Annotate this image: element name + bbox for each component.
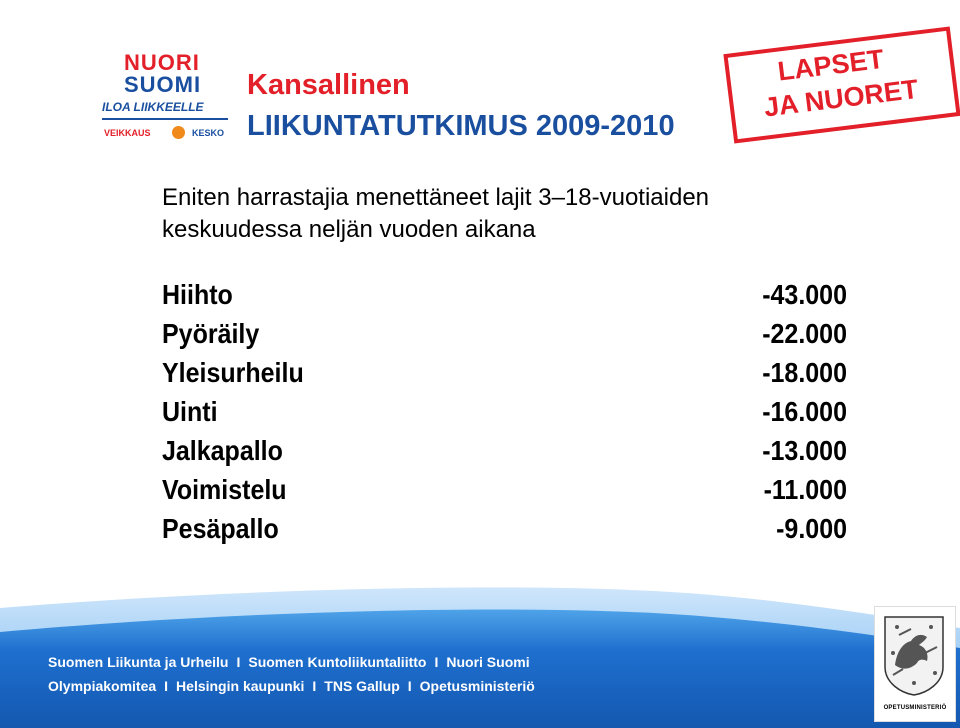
stamp-line2: JA NUORET (762, 73, 920, 123)
sport-name: Voimistelu (162, 474, 287, 506)
subtitle-line1: Eniten harrastajia menettäneet lajit 3–18-vuotiaiden (162, 184, 710, 211)
sport-change: -13.000 (762, 435, 847, 467)
sport-change: -9.000 (776, 513, 847, 545)
list-item (162, 510, 847, 549)
logo-rule (102, 118, 228, 120)
list-item (162, 315, 847, 354)
subtitle-line2: keskuudessa neljän vuoden aikana (162, 216, 536, 243)
partner-name: Nuori Suomi (446, 654, 530, 670)
logo-line2: SUOMI (124, 72, 202, 97)
logo-line1: NUORI (124, 50, 200, 75)
sport-name: Jalkapallo (162, 435, 283, 467)
nuori-suomi-logo (100, 52, 240, 152)
footer-separator: I (312, 678, 317, 694)
footer-partners-line1 (48, 654, 530, 670)
partner-name: Olympiakomitea (48, 678, 157, 694)
stamp-line1: LAPSET (776, 43, 886, 87)
ministry-label: OPETUSMINISTERIÖ (883, 705, 947, 711)
header-title-line2: LIIKUNTATUTKIMUS 2009-2010 (247, 110, 675, 142)
sponsor-flower-icon (172, 126, 185, 139)
partner-name: Suomen Liikunta ja Urheilu (48, 654, 229, 670)
footer-wave (0, 570, 960, 728)
list-item (162, 432, 847, 471)
sport-change: -43.000 (762, 279, 847, 311)
sport-name: Uinti (162, 396, 218, 428)
footer-separator: I (164, 678, 169, 694)
header-title-line1: Kansallinen (247, 69, 410, 101)
partner-name: Opetusministeriö (419, 678, 535, 694)
lion-crest-icon (881, 613, 947, 697)
sport-change: -16.000 (762, 396, 847, 428)
sponsor-kesko: KESKO (192, 128, 225, 138)
list-item (162, 393, 847, 432)
partner-name: Suomen Kuntoliikuntaliitto (248, 654, 427, 670)
partner-name: Helsingin kaupunki (176, 678, 305, 694)
list-item (162, 354, 847, 393)
sport-change: -11.000 (763, 474, 847, 506)
sport-name: Yleisurheilu (162, 357, 304, 389)
logo-tagline: ILOA LIIKKEELLE (102, 100, 204, 114)
partner-name: TNS Gallup (324, 678, 400, 694)
ministry-crest (874, 606, 956, 722)
list-item (162, 471, 847, 510)
sponsor-veikkaus: VEIKKAUS (104, 128, 151, 138)
sports-list (162, 276, 847, 549)
sport-name: Pesäpallo (162, 513, 279, 545)
sport-change: -22.000 (762, 318, 847, 350)
lapset-ja-nuoret-stamp (723, 26, 960, 143)
footer-partners-line2 (48, 678, 535, 694)
sport-name: Hiihto (162, 279, 233, 311)
list-item (162, 276, 847, 315)
footer-separator: I (236, 654, 241, 670)
sport-name: Pyöräily (162, 318, 260, 350)
slide-subtitle (162, 182, 902, 246)
footer-separator: I (434, 654, 439, 670)
footer-separator: I (407, 678, 412, 694)
sport-change: -18.000 (762, 357, 847, 389)
